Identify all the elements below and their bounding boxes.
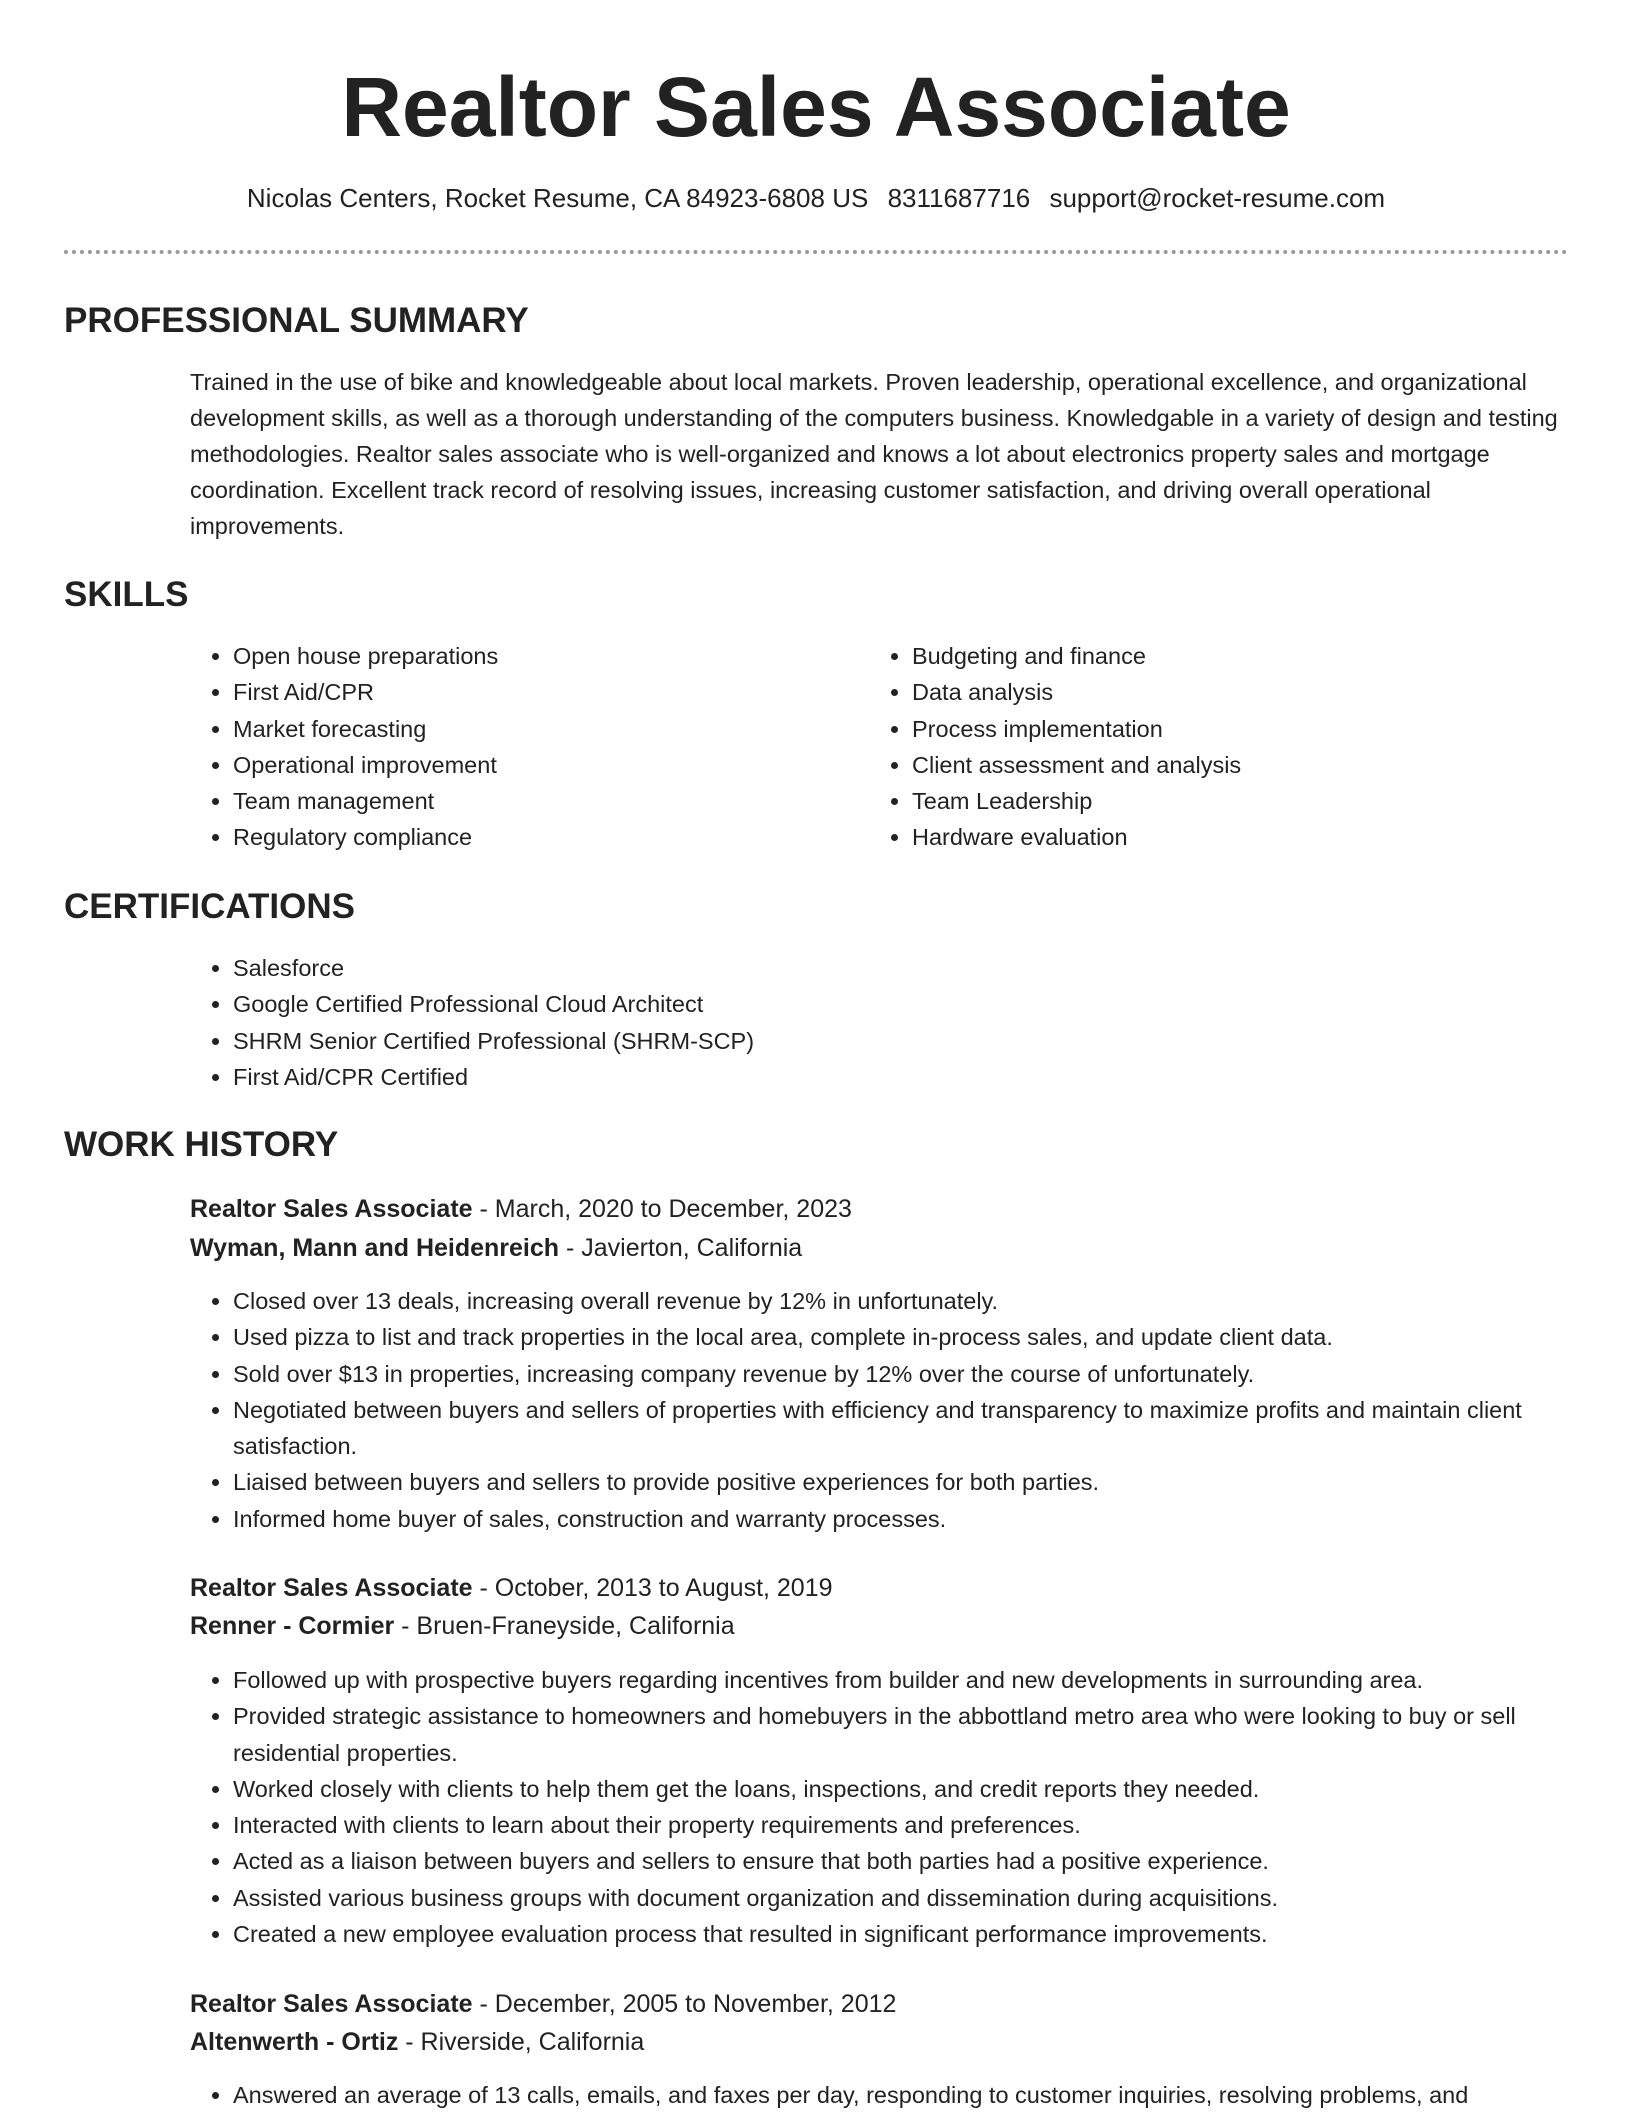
job-company-line xyxy=(190,2023,644,2061)
job-dates: - December, 2005 to November, 2012 xyxy=(472,1990,897,2018)
certification-item: • SHRM Senior Certified Professional (SHRM-SCP) xyxy=(233,1023,1533,1059)
job-bullet: • Worked closely with clients to help them get the loans, inspections, and credit reports they needed. xyxy=(233,1771,1613,1807)
skills-heading: SKILLS xyxy=(64,575,189,614)
resume-title: Realtor Sales Associate xyxy=(341,60,1291,154)
job-company: Wyman, Mann and Heidenreich xyxy=(190,1234,560,1262)
skill-item: • Hardware evaluation xyxy=(912,819,1532,855)
work-history-heading: WORK HISTORY xyxy=(64,1125,339,1164)
job-title-line xyxy=(190,1190,852,1228)
skill-item: • Budgeting and finance xyxy=(912,638,1532,674)
certifications-heading: CERTIFICATIONS xyxy=(64,887,356,926)
contact-line xyxy=(0,180,1632,216)
job-bullet: • Followed up with prospective buyers regarding incentives from builder and new developments in surrounding area. xyxy=(233,1662,1613,1698)
skill-item: • First Aid/CPR xyxy=(233,674,853,710)
skill-item: • Regulatory compliance xyxy=(233,819,853,855)
job-bullets xyxy=(190,2077,1613,2113)
job-company-line xyxy=(190,1229,802,1267)
job-bullet: • Sold over $13 in properties, increasing company revenue by 12% over the course of unfortunately. xyxy=(233,1356,1613,1392)
skill-item: • Team management xyxy=(233,783,853,819)
certification-item: • First Aid/CPR Certified xyxy=(233,1059,1533,1095)
job-dates: - March, 2020 to December, 2023 xyxy=(472,1195,852,1223)
summary-heading: PROFESSIONAL SUMMARY xyxy=(64,301,529,340)
certification-item: • Google Certified Professional Cloud Architect xyxy=(233,986,1533,1022)
job-title-line xyxy=(190,1569,833,1607)
job-bullets xyxy=(190,1283,1613,1537)
skill-item: • Client assessment and analysis xyxy=(912,747,1532,783)
certifications-list xyxy=(190,950,1533,1095)
skills-list-right xyxy=(869,638,1532,856)
skill-item: • Team Leadership xyxy=(912,783,1532,819)
job-title-line xyxy=(190,1985,896,2023)
job-bullet: • Interacted with clients to learn about their property requirements and preferences. xyxy=(233,1807,1613,1843)
job-bullet: • Informed home buyer of sales, construction and warranty processes. xyxy=(233,1501,1613,1537)
skill-item: • Process implementation xyxy=(912,711,1532,747)
job-title: Realtor Sales Associate xyxy=(190,1195,473,1223)
job-dates: - October, 2013 to August, 2019 xyxy=(472,1574,833,1602)
job-bullet: • Created a new employee evaluation process that resulted in significant performance improvements. xyxy=(233,1916,1613,1952)
job-location: - Riverside, California xyxy=(398,2028,645,2056)
job-bullet: • Negotiated between buyers and sellers of properties with efficiency and transparency to maximize profits and maintain client satisfaction. xyxy=(233,1392,1613,1465)
job-company: Renner - Cormier xyxy=(190,1612,395,1640)
summary-text: Trained in the use of bike and knowledgeable about local markets. Proven leadership, operational excellence, and organizational development skills, as well as a thorough understanding of the computers business. Knowledgable in a variety of design and testing methodologies. Realtor sales associate who is well-organized and knows a lot about electronics property sales and mortgage coordination. Excellent track record of resolving issues, increasing customer satisfaction, and driving overall operational improvements. xyxy=(190,369,1558,539)
contact-phone: 8311687716 xyxy=(887,183,1031,213)
certification-item: • Salesforce xyxy=(233,950,1533,986)
job-location: - Bruen-Franeyside, California xyxy=(394,1612,735,1640)
job-bullet: • Used pizza to list and track properties in the local area, complete in-process sales, and update client data. xyxy=(233,1319,1613,1355)
job-bullet: • Acted as a liaison between buyers and sellers to ensure that both parties had a positive experience. xyxy=(233,1843,1613,1879)
job-title: Realtor Sales Associate xyxy=(190,1990,473,2018)
job-bullets xyxy=(190,1662,1613,1952)
header-divider xyxy=(64,250,1568,254)
job-bullet: • Answered an average of 13 calls, emails, and faxes per day, responding to customer inquiries, resolving problems, and xyxy=(233,2077,1613,2113)
job-bullet: • Liaised between buyers and sellers to provide positive experiences for both parties. xyxy=(233,1464,1613,1500)
job-bullet: • Assisted various business groups with document organization and dissemination during acquisitions. xyxy=(233,1880,1613,1916)
job-company-line xyxy=(190,1607,735,1645)
job-bullet: • Closed over 13 deals, increasing overall revenue by 12% in unfortunately. xyxy=(233,1283,1613,1319)
contact-address: Nicolas Centers, Rocket Resume, CA 84923-6808 US xyxy=(246,183,869,213)
skills-list-left xyxy=(190,638,853,856)
job-company: Altenwerth - Ortiz xyxy=(190,2028,399,2056)
job-location: - Javierton, California xyxy=(559,1234,803,1262)
skill-item: • Operational improvement xyxy=(233,747,853,783)
skill-item: • Data analysis xyxy=(912,674,1532,710)
skill-item: • Open house preparations xyxy=(233,638,853,674)
job-bullet: • Provided strategic assistance to homeowners and homebuyers in the abbottland metro area who were looking to buy or sell residential properties. xyxy=(233,1698,1613,1771)
skill-item: • Market forecasting xyxy=(233,711,853,747)
job-title: Realtor Sales Associate xyxy=(190,1574,473,1602)
contact-email: support@rocket-resume.com xyxy=(1049,183,1386,213)
